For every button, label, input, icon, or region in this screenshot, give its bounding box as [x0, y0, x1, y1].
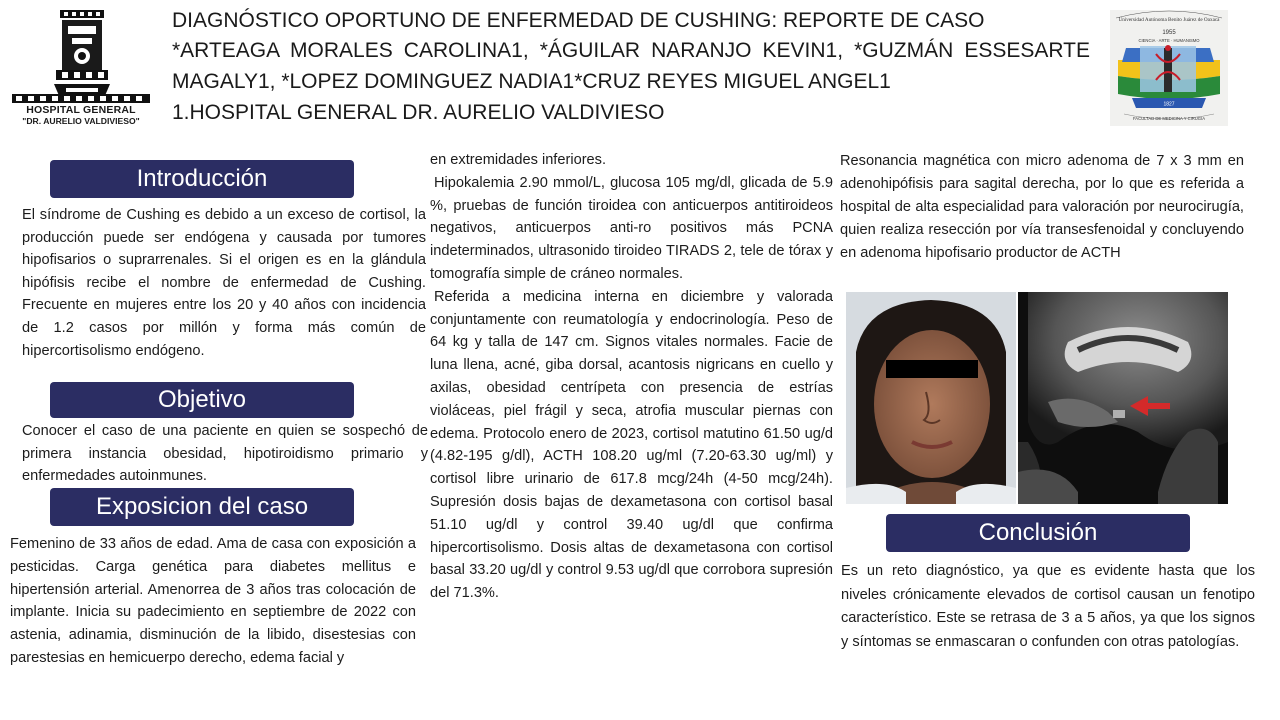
case-paragraph-1: en extremidades inferiores.: [430, 152, 607, 168]
hospital-emblem-icon: [52, 8, 112, 100]
mri-sagittal-image: [1018, 292, 1228, 504]
seal-bottom-text: FACULTAD DE MEDICINA Y CIRUGÍA: [1132, 116, 1206, 121]
seal-year-top: 1955: [1162, 30, 1176, 36]
poster-title: DIAGNÓSTICO OPORTUNO DE ENFERMEDAD DE CUSHING: REPORTE DE CASO: [172, 9, 985, 32]
seal-motto: CIENCIA · ARTE · HUMANISMO: [1138, 38, 1200, 43]
introduction-text: El síndrome de Cushing es debido a un exceso de cortisol, la producción puede ser endógena y causada por tumores hipofisarios o suprarrenales. Si el origen es en la glándula hipófisis recibe el nombre de enfermedad de Cushing. Frecuente en mujeres entre los 20 y 40 años con incidencia de 1.2 casos por millón y forma más común de hipercortisolismo endógeno.: [22, 207, 426, 359]
hospital-name: HOSPITAL GENERAL: [26, 104, 136, 116]
poster-header: [172, 6, 1090, 128]
mri-findings-text: Resonancia magnética con micro adenoma de 7 x 3 mm en adenohipófisis para sagital derecha, por lo que es referida a hospital de alta especialidad para valoración por neurocirugía, quien realiza resección por vía transesfenoidal y concluyendo en adenoma hipofisario productor de ACTH: [840, 153, 1244, 261]
conclusion-text: Es un reto diagnóstico, ya que es evidente hasta que los niveles crónicamente elevados de cortisol causan un fenotipo característico. Este se retrasa de 3 a 5 años, ya que los signos y síntomas se enmascaran o confunden con otras patologías.: [841, 563, 1255, 650]
patient-photo: [846, 292, 1016, 504]
case-paragraph-2: Hipokalemia 2.90 mmol/L, glucosa 105 mg/dl, glicada de 5.9 %, pruebas de función tiroidea con anticuerpos antitiroideos negativos, anticuerpos anti-ro positivos más PCNA indeterminados, ultrasonido tiroideo TIRADS 2, tele de tórax y tomografía simple de cráneo normales.: [430, 174, 833, 282]
objective-text: Conocer el caso de una paciente en quien se sospechó de primera instancia obesidad, hipotiroidismo primario y enfermedades autoinmunes.: [22, 423, 428, 485]
hospital-logo: [10, 8, 152, 126]
seal-year-bottom: 1827: [1163, 101, 1175, 108]
hospital-building-icon: [12, 92, 150, 104]
poster-affiliation: 1.HOSPITAL GENERAL DR. AURELIO VALDIVIESO: [172, 101, 665, 124]
introduction-heading: Introducción: [50, 160, 354, 198]
case-continuation: [430, 149, 833, 605]
hospital-subname: "DR. AURELIO VALDIVIESO": [22, 116, 140, 126]
objective-heading: Objetivo: [50, 382, 354, 418]
case-heading: Exposicion del caso: [50, 488, 354, 526]
case-text: Femenino de 33 años de edad. Ama de casa con exposición a pesticidas. Carga genética para diabetes mellitus e hipertensión arterial. Amenorrea de 3 años tras colocación de implante. Inicia su padecimiento en septiembre de 2022 con astenia, adinamia, disminución de la libido, disestesias con parestesias en hemicuerpo derecho, edema facial y: [10, 536, 416, 666]
eye-censor-bar: [886, 360, 978, 378]
conclusion-heading: Conclusión: [886, 514, 1190, 552]
university-seal-icon: [1110, 10, 1228, 126]
case-paragraph-3: Referida a medicina interna en diciembre y valorada conjuntamente con reumatología y endocrinología. Peso de 64 kg y talla de 147 cm. Signos vitales normales. Facie de luna llena, acné, giba dorsal, acantosis nigricans en cuello y axilas, obesidad centrípeta con presencia de estrías violáceas, piel frágil y seca, atrofia muscular piernas con edema. Protocolo enero de 2023, cortisol matutino 61.50 ug/d (4.82-195 g/dl), ACTH 108.20 ug/ml (7.20-63.30 ug/ml) y cortisol libre urinario de 617.8 mcg/24h (4-50 mcg/24h). Supresión dosis bajas de dexametasona con cortisol basal 51.10 ug/dl y control 39.40 ug/dl que confirma hipercortisolismo. Dosis altas de dexametasona con cortisol basal 33.20 ug/dl y control 9.53 ug/dl que corrobora supresión del 71.3%.: [430, 288, 833, 602]
seal-arc-text: Universidad Autónoma Benito Juárez de Oaxaca: [1118, 17, 1220, 23]
poster-authors: *ARTEAGA MORALES CAROLINA1, *ÁGUILAR NARANJO KEVIN1, *GUZMÁN ESSESARTE MAGALY1, *LOPEZ DOMINGUEZ NADIA1*CRUZ REYES MIGUEL ANGEL1: [172, 39, 1090, 93]
